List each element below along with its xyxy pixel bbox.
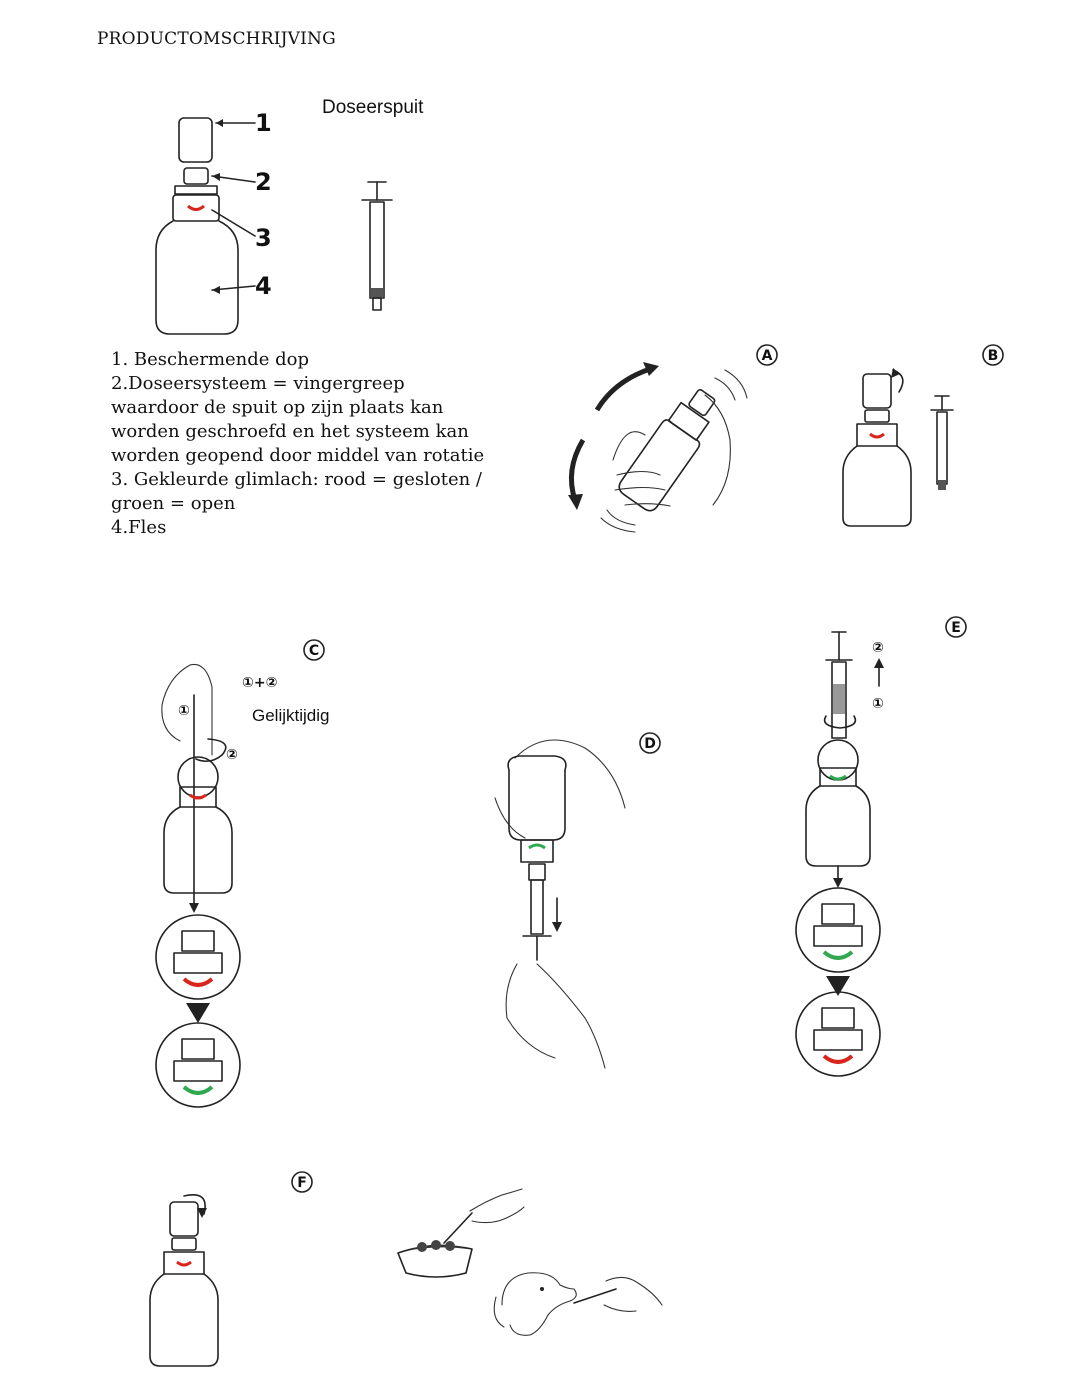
step-e-label: E [951, 620, 961, 636]
step-e-marker-2: ② [872, 640, 884, 656]
syringe-label: Doseerspuit [322, 97, 424, 118]
step-a-illustration [555, 340, 795, 535]
step-d-illustration [485, 728, 675, 1073]
legend-item-bottle: 4.Fles [111, 517, 167, 538]
step-b-label: B [987, 348, 999, 364]
step-c-marker-1: ① [178, 703, 190, 719]
legend-item-dosing-system: 2.Doseersysteem = vingergreep waardoor de spuit op zijn plaats kan worden geschroefd en het systeem kan worden geopend door middel van rotatie [111, 373, 485, 466]
dosing-syringe-illustration [356, 178, 400, 318]
part-number-3: 3 [255, 224, 272, 252]
step-b-illustration [835, 340, 1020, 535]
step-d-label: D [644, 736, 656, 752]
part-number-1: 1 [255, 109, 272, 137]
step-e-illustration [780, 612, 980, 1087]
step-a-label: A [761, 348, 773, 364]
step-e-marker-1: ① [872, 696, 884, 712]
step-c-markers: ①+② [242, 675, 278, 691]
part-number-4: 4 [255, 272, 272, 300]
step-c-note: Gelijktijdig [252, 706, 330, 725]
page-title: PRODUCTOMSCHRIJVING [97, 29, 336, 49]
feeding-illustration [392, 1185, 672, 1360]
step-c-label: C [308, 643, 320, 659]
step-c-marker-2: ② [226, 747, 238, 763]
step-f-label: F [297, 1175, 307, 1191]
parts-legend [111, 348, 491, 540]
product-overview-illustration [140, 110, 290, 340]
part-number-2: 2 [255, 168, 272, 196]
step-f-illustration [140, 1168, 325, 1373]
legend-item-colored-smile: 3. Gekleurde glimlach: rood = gesloten / groen = open [111, 469, 482, 514]
legend-item-cap: 1. Beschermende dop [111, 349, 310, 370]
